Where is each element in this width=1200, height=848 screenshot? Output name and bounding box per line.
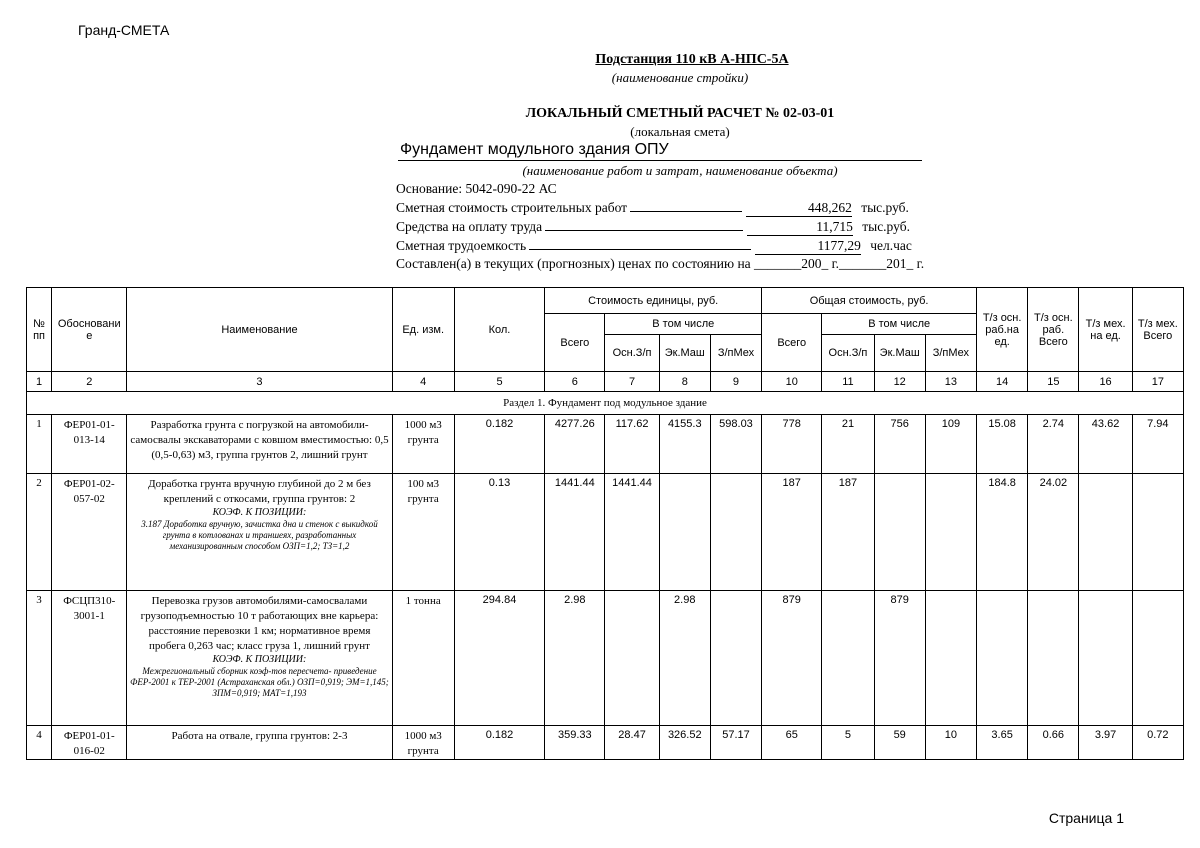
row-tz-total [1028, 591, 1079, 726]
column-number: 11 [822, 372, 874, 392]
object-name: Фундамент модульного здания ОПУ [398, 140, 922, 161]
column-number: 4 [392, 372, 454, 392]
row-unit-mech [710, 591, 761, 726]
row-note: Межрегиональный сборник коэф-тов пересчета- приведение ФЕР-2001 к ТЕР-2001 (Астраханская обл.) ОЗП=0,919; ЭМ=1,145; ЗПМ=0,919; МАТ=1,193 [130, 666, 389, 698]
row-total: 879 [762, 591, 822, 726]
labor-value: 11,715 [747, 219, 853, 236]
labor-unit: тыс.руб. [862, 219, 910, 234]
row-unit-mech: 57.17 [710, 726, 761, 760]
row-unit-total: 4277.26 [545, 415, 605, 474]
row-total: 65 [762, 726, 822, 760]
column-number: 6 [545, 372, 605, 392]
row-tzm-unit: 3.97 [1079, 726, 1132, 760]
row-tzm-unit: 43.62 [1079, 415, 1132, 474]
row-total-osn: 5 [822, 726, 874, 760]
document-subtitle: (локальная смета) [630, 124, 730, 139]
row-pp: 4 [27, 726, 52, 760]
row-code: ФЕР01-01-016-02 [52, 726, 127, 760]
row-total-ek [874, 474, 925, 591]
row-total: 778 [762, 415, 822, 474]
work-line: Сметная трудоемкость 1177,29 чел.час [396, 238, 912, 253]
column-number: 15 [1028, 372, 1079, 392]
row-total-osn: 187 [822, 474, 874, 591]
column-number: 12 [874, 372, 925, 392]
column-number: 3 [127, 372, 392, 392]
document-title: ЛОКАЛЬНЫЙ СМЕТНЫЙ РАСЧЕТ № 02-03-01 [525, 106, 835, 121]
row-unit-total: 2.98 [545, 591, 605, 726]
column-number: 14 [977, 372, 1028, 392]
cost-line: Сметная стоимость строительных работ 448,262 тыс.руб. [396, 200, 909, 215]
table-row [27, 726, 1184, 760]
table-row [27, 474, 1184, 591]
row-tz-total: 24.02 [1028, 474, 1079, 591]
row-total-ek: 756 [874, 415, 925, 474]
column-number: 13 [925, 372, 976, 392]
row-total-ek: 59 [874, 726, 925, 760]
row-tzm-unit [1079, 591, 1132, 726]
header-unit-total: Всего [545, 314, 605, 372]
row-name: Разработка грунта с погрузкой на автомобили-самосвалы экскаваторами с ковшом вместимостью: 0,5 (0,5-0,63) м3, группа грунтов 2, лишний грунт [127, 415, 392, 474]
row-unit-osn [605, 591, 659, 726]
header-tzm-total: Т/з мех. Всего [1132, 288, 1183, 372]
table-row [27, 591, 1184, 726]
row-tz-unit: 15.08 [977, 415, 1028, 474]
header-total-ek: Эк.Маш [874, 335, 925, 372]
row-pp: 1 [27, 415, 52, 474]
row-unit: 100 м3 грунта [392, 474, 454, 591]
row-unit-total: 359.33 [545, 726, 605, 760]
row-unit: 1000 м3 грунта [392, 726, 454, 760]
column-number: 7 [605, 372, 659, 392]
column-number: 10 [762, 372, 822, 392]
row-unit-ek: 326.52 [659, 726, 710, 760]
row-unit-mech: 598.03 [710, 415, 761, 474]
page-number: Страница 1 [1048, 810, 1124, 826]
header-total-total: Всего [762, 314, 822, 372]
header-total-including: В том числе [822, 314, 977, 335]
row-tz-total: 2.74 [1028, 415, 1079, 474]
row-unit-mech [710, 474, 761, 591]
row-unit: 1000 м3 грунта [392, 415, 454, 474]
construction-name: Подстанция 110 кВ А-НПС-5А [595, 52, 789, 67]
row-note-heading: КОЭФ. К ПОЗИЦИИ: [212, 507, 307, 518]
row-note-heading: КОЭФ. К ПОЗИЦИИ: [212, 654, 307, 665]
column-number: 8 [659, 372, 710, 392]
row-total-osn: 21 [822, 415, 874, 474]
row-name: Перевозка грузов автомобилями-самосвалами грузоподъемностью 10 т работающих вне карьера: расстояние перевозки 1 км; нормативное время пробега 0,263 час; класс груза 1, лишний грунт КОЭФ. К ПОЗИЦИИ: Межрегиональный сборник коэф-тов пересчета- приведение ФЕР-2001 к ТЕР-2001 (Астраханская обл.) ОЗП=0,919; ЭМ=1,145; ЗПМ=0,919; МАТ=1,193 [127, 591, 392, 726]
row-note: 3.187 Доработка вручную, зачистка дна и стенок с выкидкой грунта в котлованах и траншеях, разработанных механизированным способом ОЗП=1,2; ТЗ=1,2 [141, 519, 378, 551]
row-total: 187 [762, 474, 822, 591]
row-code: ФЕР01-01-013-14 [52, 415, 127, 474]
header-name: Наименование [127, 288, 392, 372]
row-unit-osn: 117.62 [605, 415, 659, 474]
row-total-mech: 109 [925, 415, 976, 474]
row-tz-unit [977, 591, 1028, 726]
row-tzm-total [1132, 474, 1183, 591]
section-title: Раздел 1. Фундамент под модульное здание [27, 392, 1184, 415]
row-tzm-total: 7.94 [1132, 415, 1183, 474]
header-tz-total: Т/з осн. раб. Всего [1028, 288, 1079, 372]
row-qty: 0.182 [454, 415, 544, 474]
cost-unit: тыс.руб. [861, 200, 909, 215]
header-total-cost: Общая стоимость, руб. [762, 288, 977, 314]
header-unit: Ед. изм. [392, 288, 454, 372]
column-number: 2 [52, 372, 127, 392]
column-number: 1 [27, 372, 52, 392]
row-tz-total: 0.66 [1028, 726, 1079, 760]
row-code: ФЕР01-02-057-02 [52, 474, 127, 591]
column-number: 16 [1079, 372, 1132, 392]
header-basis: Обосновани е [52, 288, 127, 372]
table-row [27, 415, 1184, 474]
row-qty: 0.182 [454, 726, 544, 760]
work-unit: чел.час [870, 238, 912, 253]
row-unit-ek: 2.98 [659, 591, 710, 726]
basis-line: Основание: 5042-090-22 АС [396, 181, 557, 196]
row-qty: 294.84 [454, 591, 544, 726]
header-unit-including: В том числе [605, 314, 762, 335]
header-total-osn: Осн.З/п [822, 335, 874, 372]
prices-line: Составлен(а) в текущих (прогнозных) ценах по состоянию на _______200_ г._______201_ г. [396, 256, 925, 271]
row-qty: 0.13 [454, 474, 544, 591]
row-tz-unit: 184.8 [977, 474, 1028, 591]
cost-value: 448,262 [746, 200, 852, 217]
estimate-table [26, 287, 1184, 760]
header-unit-mech: З/пМех [710, 335, 761, 372]
row-code: ФСЦП310-3001-1 [52, 591, 127, 726]
header-unit-cost: Стоимость единицы, руб. [545, 288, 762, 314]
row-tzm-unit [1079, 474, 1132, 591]
row-unit-osn: 28.47 [605, 726, 659, 760]
row-total-mech [925, 591, 976, 726]
row-unit-total: 1441.44 [545, 474, 605, 591]
row-name: Работа на отвале, группа грунтов: 2-3 [127, 726, 392, 760]
row-tzm-total [1132, 591, 1183, 726]
header-total-mech: З/пМех [925, 335, 976, 372]
row-unit-ek: 4155.3 [659, 415, 710, 474]
row-pp: 2 [27, 474, 52, 591]
labor-line: Средства на оплату труда 11,715 тыс.руб. [396, 219, 910, 234]
column-number: 5 [454, 372, 544, 392]
work-value: 1177,29 [755, 238, 861, 255]
row-unit-osn: 1441.44 [605, 474, 659, 591]
prices-date: _______200_ г._______201_ г. [754, 256, 925, 271]
row-unit-ek [659, 474, 710, 591]
row-tz-unit: 3.65 [977, 726, 1028, 760]
row-name: Доработка грунта вручную глубиной до 2 м без креплений с откосами, группа грунтов: 2 КОЭФ. К ПОЗИЦИИ: 3.187 Доработка вручную, зачистка дна и стенок с выкидкой грунта в котлованах и траншеях, разработанных механизированным способом ОЗП=1,2; ТЗ=1,2 [127, 474, 392, 591]
object-caption: (наименование работ и затрат, наименование объекта) [522, 163, 838, 178]
header-qty: Кол. [454, 288, 544, 372]
row-total-mech: 10 [925, 726, 976, 760]
row-unit: 1 тонна [392, 591, 454, 726]
row-total-ek: 879 [874, 591, 925, 726]
row-total-osn [822, 591, 874, 726]
header-unit-ek: Эк.Маш [659, 335, 710, 372]
construction-caption: (наименование стройки) [611, 70, 749, 85]
column-number: 17 [1132, 372, 1183, 392]
row-total-mech [925, 474, 976, 591]
header-tz-unit: Т/з осн. раб.на ед. [977, 288, 1028, 372]
column-number: 9 [710, 372, 761, 392]
header-pp: № пп [27, 288, 52, 372]
column-numbers-row [27, 372, 1184, 392]
row-pp: 3 [27, 591, 52, 726]
header-tzm-unit: Т/з мех. на ед. [1079, 288, 1132, 372]
header-unit-osn: Осн.З/п [605, 335, 659, 372]
app-name: Гранд-СМЕТА [78, 22, 170, 38]
row-tzm-total: 0.72 [1132, 726, 1183, 760]
